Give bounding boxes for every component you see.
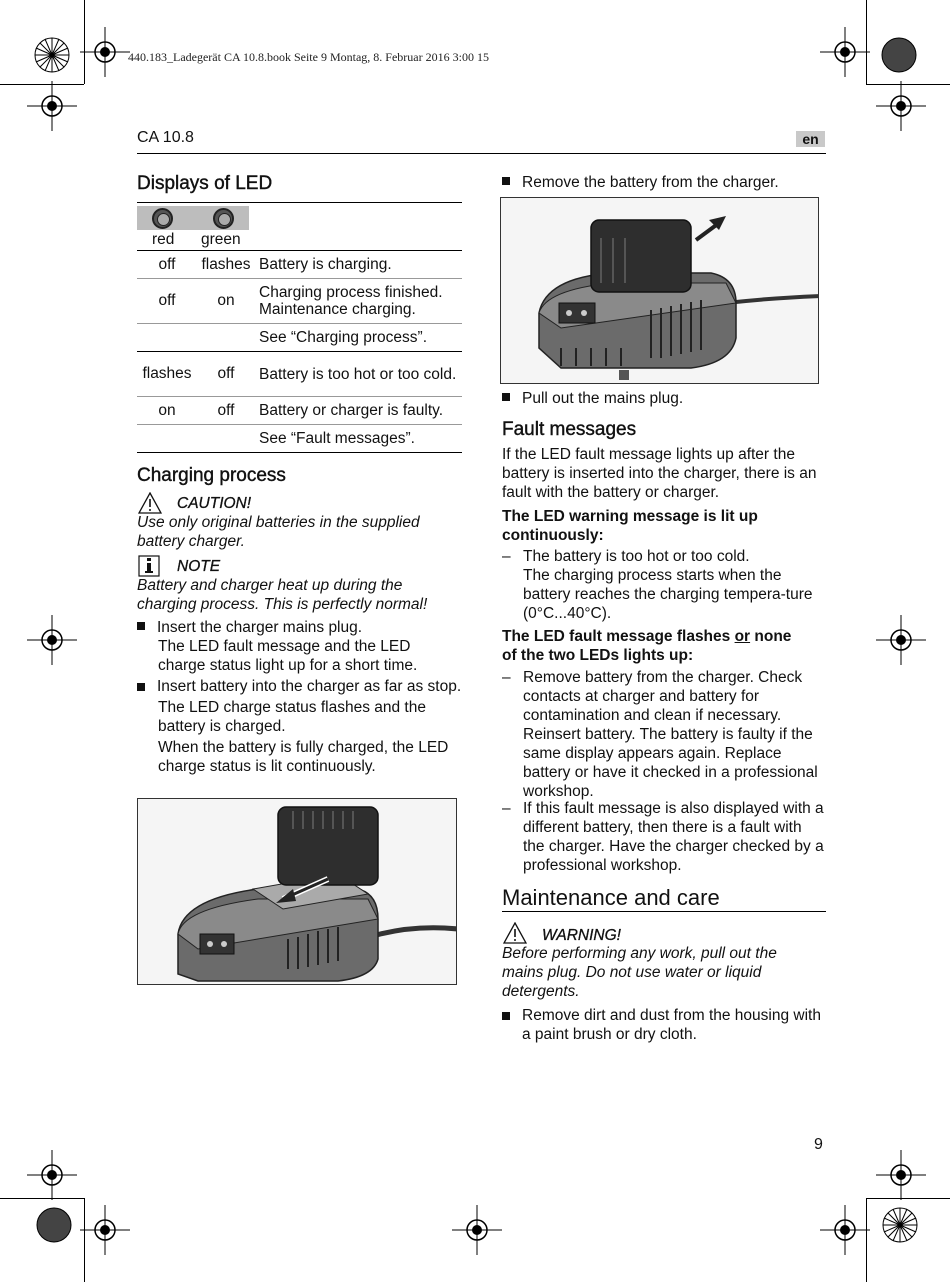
- registration-mark: [820, 1205, 870, 1255]
- registration-mark: [876, 81, 926, 131]
- registration-mark: [27, 615, 77, 665]
- step-insert-battery: [137, 677, 462, 776]
- registration-mark: [820, 27, 870, 77]
- subheading-line: The LED warning message is lit up: [502, 508, 758, 525]
- fault-subheading-2: [502, 627, 827, 665]
- table-row: [137, 279, 462, 324]
- maintenance-rule: [502, 911, 826, 912]
- caution-icon: [138, 492, 162, 514]
- col-red-label: red: [152, 231, 175, 248]
- table-row: [137, 251, 462, 279]
- step-insert-plug: [137, 618, 462, 675]
- step-text: Pull out the mains plug.: [522, 390, 684, 407]
- fault-heading: Fault messages: [502, 419, 637, 440]
- cell-green: flashes: [201, 255, 251, 273]
- fault-item-remove: [502, 668, 827, 801]
- cell-red: off: [158, 255, 176, 273]
- item-text: If this fault message is also displayed with a different battery, then there is a fault with the charger. Have the charger checked by a professional workshop.: [523, 800, 824, 874]
- registration-mark: [27, 81, 77, 131]
- charging-heading: Charging process: [137, 465, 286, 486]
- bullet-icon: [137, 683, 145, 691]
- warning-label: WARNING!: [542, 927, 621, 944]
- language-badge: en: [796, 131, 825, 147]
- fault-item-charger: [502, 799, 827, 875]
- step-clean: [502, 1006, 827, 1044]
- step-detail: The LED fault message and the LED charge status light up for a short time.: [158, 638, 418, 674]
- table-row: [137, 352, 462, 397]
- table-row: [137, 397, 462, 425]
- dark-disc-mark: [880, 36, 918, 74]
- registration-mark: [80, 27, 130, 77]
- cell-text: See “Charging process”.: [259, 329, 427, 346]
- registration-mark: [876, 1150, 926, 1200]
- registration-mark: [27, 1150, 77, 1200]
- subheading-line: of the two LEDs lights up:: [502, 647, 694, 664]
- cell-text: Battery is too hot or too cold.: [259, 365, 457, 383]
- step-text: Remove the battery from the charger.: [522, 174, 779, 191]
- subheading-or: or: [734, 628, 751, 645]
- registration-mark: [80, 1205, 130, 1255]
- step-text: Insert battery into the charger as far as stop.: [157, 678, 462, 695]
- cell-text: Battery is charging.: [259, 256, 392, 273]
- cell-text: Battery or charger is faulty.: [259, 402, 444, 419]
- dash-bullet: –: [502, 669, 511, 686]
- registration-mark: [452, 1205, 502, 1255]
- page-number: 9: [814, 1136, 823, 1153]
- header-rule: [137, 153, 826, 154]
- fault-intro: If the LED fault message lights up after the battery is inserted into the charger, there is an fault with the battery or charger.: [502, 446, 817, 501]
- dark-disc-mark: [35, 1206, 73, 1244]
- note-text: Battery and charger heat up during the charging process. This is perfectly normal!: [137, 577, 428, 613]
- info-icon: [138, 555, 160, 577]
- led-table: [137, 202, 462, 453]
- caution-label: CAUTION!: [177, 495, 252, 512]
- led-table-header: [137, 203, 462, 251]
- cell-green: on: [217, 292, 235, 309]
- fault-subheading-1: [502, 507, 827, 545]
- cell-green: off: [217, 401, 235, 419]
- cell-red: off: [158, 292, 176, 309]
- table-row: [137, 425, 462, 453]
- red-led-icon: [152, 208, 173, 229]
- bullet-icon: [137, 622, 145, 630]
- item-text: Remove battery from the charger. Check contacts at charger and battery for contamination and clean if necessary. Reinsert battery. The battery is faulty if the same display appears again. Replace battery or have it checked in a professional workshop.: [523, 669, 818, 800]
- led-strip: [137, 206, 249, 230]
- warning-text: Before performing any work, pull out the mains plug. Do not use water or liquid detergents.: [502, 945, 777, 1000]
- note-label: NOTE: [177, 558, 221, 575]
- step-remove-battery: [502, 173, 827, 192]
- step-detail: When the battery is fully charged, the LED charge status is lit continuously.: [158, 739, 449, 775]
- sunburst-mark: [33, 36, 71, 74]
- maintenance-heading: Maintenance and care: [502, 885, 720, 910]
- print-header: 440.183_Ladegerät CA 10.8.book Seite 9 Montag, 8. Februar 2016 3:00 15: [128, 50, 489, 64]
- displays-heading: Displays of LED: [137, 173, 273, 194]
- green-led-icon: [213, 208, 234, 229]
- dash-bullet: –: [502, 800, 511, 817]
- step-text: Insert the charger mains plug.: [157, 619, 363, 636]
- step-pull-plug: [502, 389, 827, 408]
- sunburst-mark: [881, 1206, 919, 1244]
- item-detail: The charging process starts when the battery reaches the charging tempera-ture (0°C...40°C).: [523, 567, 813, 622]
- charger-insert-illustration: [137, 798, 457, 985]
- bullet-icon: [502, 393, 510, 401]
- item-text: The battery is too hot or too cold.: [523, 548, 750, 565]
- subheading-part: The LED fault message flashes: [502, 628, 735, 645]
- charger-remove-illustration: [500, 197, 819, 384]
- caution-text: Use only original batteries in the supplied battery charger.: [137, 514, 420, 550]
- dash-bullet: –: [502, 548, 511, 565]
- col-green-label: green: [201, 231, 241, 248]
- bullet-icon: [502, 177, 510, 185]
- cell-text: Charging process finished. Maintenance charging.: [259, 284, 443, 318]
- subheading-part: none: [750, 628, 792, 645]
- warning-icon: [503, 922, 527, 944]
- fault-item-temp: [502, 547, 827, 623]
- cell-green: off: [217, 365, 235, 382]
- table-row: [137, 324, 462, 352]
- registration-mark: [876, 615, 926, 665]
- subheading-line: continuously:: [502, 527, 604, 544]
- cell-red: on: [158, 401, 176, 419]
- cell-red: flashes: [142, 365, 192, 382]
- step-text: Remove dirt and dust from the housing with a paint brush or dry cloth.: [522, 1007, 821, 1043]
- step-detail: The LED charge status flashes and the battery is charged.: [158, 699, 426, 735]
- bullet-icon: [502, 1012, 510, 1020]
- cell-text: See “Fault messages”.: [259, 430, 415, 447]
- running-title: CA 10.8: [137, 129, 194, 146]
